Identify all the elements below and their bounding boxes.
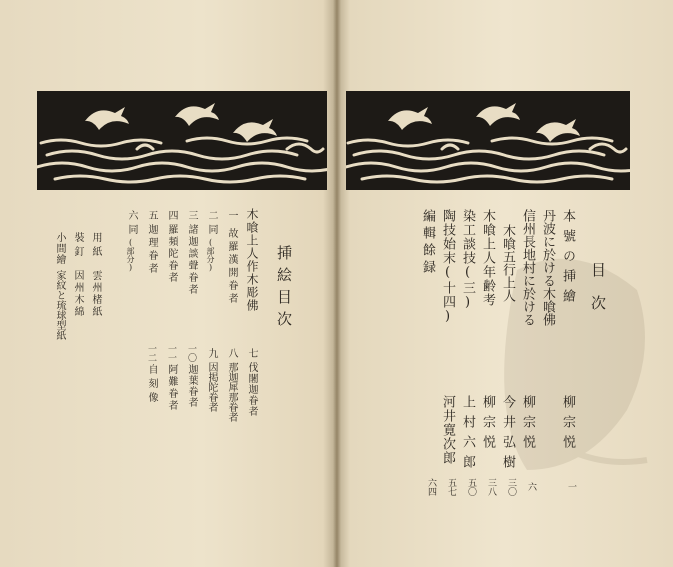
left-heading: 挿絵目次 (275, 245, 293, 333)
illustration-entry-number: 五 (146, 210, 157, 220)
illustration-entry-number: 一 (226, 210, 237, 220)
materials-label: 用紙 (90, 232, 101, 260)
illustration-entry-title: 同 (206, 224, 217, 234)
toc-entry-page: 六四 (426, 478, 436, 496)
toc-entry-title: 染工談技(三) (460, 209, 475, 311)
right-heading: 目次 (589, 262, 607, 328)
illustration-entry-title: 伐闍迦眷者 (246, 362, 257, 417)
illustration-entry-title: 木喰上人作木彫佛 (245, 208, 259, 312)
illustration-entry-number: 二 (206, 210, 217, 220)
illustration-entry-title: 自刻像 (146, 364, 157, 406)
toc-entry-page: 六 (526, 482, 536, 491)
toc-entry-title: 本號の挿繪 (560, 209, 575, 309)
illustration-entry-title: 諸迦談聲眷者 (186, 224, 197, 296)
illustration-entry-detail: 故羅漢開眷者 (226, 228, 237, 306)
toc-entry-title: 信州長地村に於ける (520, 209, 535, 326)
illustration-entry-number: 一二 (146, 344, 156, 362)
toc-entry-title: 編輯餘録 (420, 209, 435, 277)
illustration-entry-number: 八 (226, 348, 237, 358)
toc-entry-page: 三〇 (506, 478, 516, 496)
illustration-entry-number: 四 (166, 210, 177, 220)
illustration-entry-detail: (部分) (126, 238, 135, 272)
illustration-entry-title: 迦葉眷者 (186, 364, 197, 408)
materials-value: 因州木綿 (72, 270, 83, 318)
illustration-entry-detail: (部分) (206, 238, 215, 272)
toc-entry-author: 河井寛次郎 (440, 395, 455, 465)
toc-entry-page: 五〇 (466, 478, 476, 496)
toc-entry-title: 木喰上人年齢考 (480, 209, 495, 307)
wave-crane-illustration (346, 91, 630, 190)
illustration-entry-title: 迦理眷者 (146, 224, 157, 276)
wave-crane-illustration (37, 91, 327, 190)
materials-value: 家紋と琉球型紙 (54, 270, 65, 340)
illustration-entry-title: 羅頻陀眷者 (166, 224, 177, 284)
left-page (0, 0, 336, 567)
toc-entry-title: 陶技始末(十四) (440, 209, 455, 325)
toc-entry-author: 上村六郎 (460, 395, 475, 475)
illustration-entry-title: 那迦犀那眷者 (226, 362, 237, 422)
toc-entry-title: 木喰五行上人 (500, 224, 515, 302)
materials-label: 裝釘 (72, 232, 83, 260)
illustration-entry-number: 六 (126, 210, 137, 220)
materials-label: 小間繪 (54, 232, 65, 265)
toc-entry-page: 一 (566, 482, 576, 491)
materials-value: 雲州楮紙 (90, 270, 101, 318)
wave-crane-banner-right (346, 91, 630, 190)
toc-entry-author: 柳宗悦 (520, 395, 535, 455)
wave-crane-banner-left (37, 91, 327, 190)
illustration-entry-number: 一一 (166, 344, 176, 362)
illustration-entry-number: 七 (246, 348, 257, 358)
illustration-entry-number: 九 (206, 348, 217, 358)
illustration-entry-number: 一〇 (186, 344, 196, 362)
toc-entry-author: 今井弘樹 (500, 395, 515, 475)
toc-entry-author: 柳宗悦 (560, 395, 575, 455)
toc-entry-title: 丹波に於ける木喰佛 (540, 209, 555, 326)
right-page (337, 0, 673, 567)
illustration-entry-number: 三 (186, 210, 197, 220)
toc-entry-page: 五七 (446, 478, 456, 496)
toc-entry-page: 三八 (486, 478, 496, 496)
illustration-entry-title: 同 (126, 224, 137, 234)
illustration-entry-title: 因掲陀眷者 (206, 362, 217, 412)
toc-entry-author: 柳宗悦 (480, 395, 495, 455)
illustration-entry-title: 阿難眷者 (166, 364, 177, 412)
